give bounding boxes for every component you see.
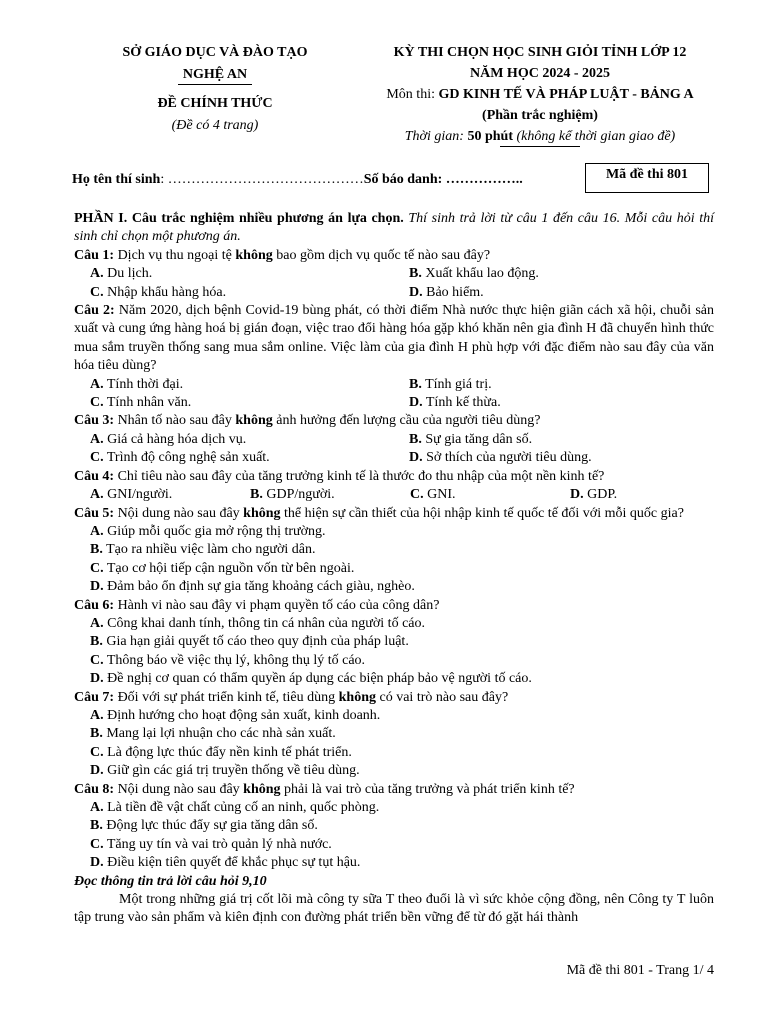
reading-title: Đọc thông tin trả lời câu hỏi 9,10 xyxy=(74,873,267,889)
department-name: SỞ GIÁO DỤC VÀ ĐÀO TẠO xyxy=(122,45,308,60)
option-letter: B. xyxy=(409,376,422,392)
question-text: phải là vai trò của tăng trưởng và phát triển kinh tế? xyxy=(280,781,575,797)
id-label: Số báo danh: xyxy=(363,172,446,187)
option-text: Giá cả hàng hóa dịch vụ. xyxy=(103,431,247,447)
option-letter: B. xyxy=(90,542,103,558)
option-text: Tính giá trị. xyxy=(421,376,492,392)
option-text: Tạo ra nhiều việc làm cho người dân. xyxy=(102,542,316,558)
part-note: (Phần trắc nghiệm) xyxy=(482,108,598,123)
options-row xyxy=(74,265,714,283)
time-note: (không kể thời gian giao đề) xyxy=(513,129,676,144)
options-row xyxy=(74,449,714,467)
question-3 xyxy=(74,412,714,430)
option-letter: A. xyxy=(90,266,104,282)
subject-line xyxy=(360,84,720,105)
option-d xyxy=(394,394,714,412)
option-letter: B. xyxy=(90,634,103,650)
option-letter: B. xyxy=(90,726,103,742)
part1-instruction: Thí sinh trả lời từ câu 1 đến câu 16. Mỗi câu hỏi thí sinh chỉ chọn một phương án. xyxy=(74,211,714,245)
options-row xyxy=(74,284,714,302)
exam-title: KỲ THI CHỌN HỌC SINH GIỎI TỈNH LỚP 12 xyxy=(393,45,687,60)
question-5 xyxy=(74,505,714,523)
province-name: NGHỆ AN xyxy=(182,67,248,82)
option-letter: A. xyxy=(90,707,104,723)
subject-name: GD KINH TẾ VÀ PHÁP LUẬT - BẢNG A xyxy=(438,87,694,102)
option-b xyxy=(74,725,714,743)
page-footer: Mã đề thi 801 - Trang 1/ 4 xyxy=(566,963,714,978)
option-text: Định hướng cho hoạt động sản xuất, kinh doanh. xyxy=(103,707,381,723)
option-letter: B. xyxy=(90,818,103,834)
options-row xyxy=(74,376,714,394)
options-row xyxy=(74,486,714,504)
school-year: NĂM HỌC 2024 - 2025 xyxy=(470,66,610,81)
question-2 xyxy=(74,302,714,376)
option-a xyxy=(74,523,714,541)
question-keyword: không xyxy=(235,413,273,429)
option-letter: C. xyxy=(90,560,104,576)
option-text: Là tiền đề vật chất củng cố an ninh, quốc phòng. xyxy=(103,800,380,815)
option-text: GNI/người. xyxy=(103,487,173,503)
question-keyword: không xyxy=(338,689,376,705)
question-4 xyxy=(74,468,714,486)
option-a xyxy=(74,376,394,394)
option-b xyxy=(74,633,714,651)
option-text: Sự gia tăng dân số. xyxy=(421,431,533,447)
question-label: Câu 1: xyxy=(74,247,115,263)
question-label: Câu 2: xyxy=(74,303,115,319)
option-letter: D. xyxy=(90,763,104,779)
reading-passage: Một trong những giá trị cốt lõi mà công ty sữa T theo đuổi là vì sức khỏe cộng đồng, nên Công ty T luôn tập trung vào sản phẩm và kiên định con đường phát triển bền vững để từ đó gặt hái thành xyxy=(74,892,714,926)
option-text: Gia hạn giải quyết tố cáo theo quy định của pháp luật. xyxy=(102,634,409,650)
subject-label: Môn thi: xyxy=(386,87,439,102)
option-b xyxy=(394,376,714,394)
option-a xyxy=(74,431,394,449)
option-text: Tạo cơ hội tiếp cận nguồn vốn từ bên ngoài. xyxy=(103,560,355,576)
option-text: Là động lực thúc đẩy nền kinh tế phát triển. xyxy=(103,744,352,760)
part1-title: PHẦN I. Câu trắc nghiệm nhiều phương án lựa chọn. xyxy=(74,211,404,226)
option-text: Giữ gìn các giá trị truyền thống về tiêu dùng. xyxy=(103,763,360,779)
option-c xyxy=(74,744,714,762)
option-a xyxy=(74,799,714,817)
option-text: GDP/người. xyxy=(262,487,335,503)
name-dots: : …………………………………… xyxy=(160,172,364,187)
option-c xyxy=(74,560,714,578)
question-label: Câu 8: xyxy=(74,781,115,797)
time-label: Thời gian: xyxy=(404,129,468,144)
option-text: Tính kế thừa. xyxy=(422,395,501,411)
option-letter: C. xyxy=(90,652,104,668)
question-text: Dịch vụ thu ngoại tệ xyxy=(114,247,236,263)
question-text: bao gồm dịch vụ quốc tế nào sau đây? xyxy=(272,247,491,263)
options-row xyxy=(74,394,714,412)
option-letter: D. xyxy=(409,450,423,466)
option-b xyxy=(394,265,714,283)
option-text: Sở thích của người tiêu dùng. xyxy=(422,450,592,466)
question-text: Năm 2020, dịch bệnh Covid-19 bùng phát, có thời điểm Nhà nước thực hiện giãn cách xã hội, chuỗi sản xuất và cung ứng hàng hoá bị gián đoạn, việc trao đổi hàng hóa gặp khó khăn nên gia đình H đã chuyển hình thức mua sắm truyền thống sang mua sắm online. Việc làm của gia đình H phù hợp với đặc điểm nào sau đây của văn hóa tiêu dùng? xyxy=(74,303,715,374)
pages-note: (Đề có 4 trang) xyxy=(171,118,259,133)
option-d xyxy=(74,670,714,688)
option-text: Du lịch. xyxy=(103,266,153,282)
option-letter: D. xyxy=(409,395,423,411)
option-b xyxy=(394,431,714,449)
option-c xyxy=(74,652,714,670)
option-text: Thông báo về việc thụ lý, không thụ lý tố cáo. xyxy=(103,652,366,668)
question-8 xyxy=(74,781,714,799)
option-text: Giúp mỗi quốc gia mở rộng thị trường. xyxy=(103,523,326,539)
option-c xyxy=(74,394,394,412)
option-a xyxy=(74,486,234,504)
option-a xyxy=(74,265,394,283)
question-text: thể hiện sự cần thiết của hội nhập kinh tế quốc tế đối với mỗi quốc gia? xyxy=(280,505,684,521)
option-letter: C. xyxy=(90,284,104,300)
option-text: Trình độ công nghệ sản xuất. xyxy=(103,450,270,466)
option-b xyxy=(74,817,714,835)
question-label: Câu 7: xyxy=(74,689,115,705)
question-label: Câu 4: xyxy=(74,468,115,484)
option-text: GDP. xyxy=(583,487,618,503)
option-text: Đề nghị cơ quan có thẩm quyền áp dụng các biện pháp bảo vệ người tố cáo. xyxy=(103,671,532,687)
option-letter: A. xyxy=(90,523,104,539)
option-letter: B. xyxy=(250,487,263,503)
option-letter: C. xyxy=(90,395,104,411)
option-letter: A. xyxy=(90,800,104,815)
option-letter: D. xyxy=(90,855,104,871)
question-text: Nhân tố nào sau đây xyxy=(114,413,236,429)
option-d xyxy=(394,284,714,302)
option-d xyxy=(74,578,714,596)
option-letter: D. xyxy=(570,487,584,503)
option-letter: A. xyxy=(90,615,104,631)
exam-body xyxy=(74,210,714,928)
option-b xyxy=(74,541,714,559)
option-a xyxy=(74,707,714,725)
question-keyword: không xyxy=(235,247,273,263)
option-text: Tính thời đại. xyxy=(103,376,184,392)
header-right xyxy=(360,42,720,147)
option-text: GNI. xyxy=(423,487,456,503)
option-letter: C. xyxy=(410,487,424,503)
option-text: Tính nhân văn. xyxy=(103,395,192,411)
exam-code: Mã đề thi 801 xyxy=(605,167,689,182)
question-keyword: không xyxy=(243,781,281,797)
option-letter: C. xyxy=(90,836,104,852)
header-left xyxy=(76,42,354,137)
option-c xyxy=(74,836,714,854)
option-d xyxy=(74,762,714,780)
question-text: Nội dung nào sau đây xyxy=(114,505,244,521)
option-text: Bảo hiểm. xyxy=(422,284,484,300)
option-text: Công khai danh tính, thông tin cá nhân của người tố cáo. xyxy=(103,615,425,631)
option-d xyxy=(394,449,714,467)
question-1 xyxy=(74,247,714,265)
options-row xyxy=(74,431,714,449)
question-label: Câu 6: xyxy=(74,597,115,613)
option-letter: B. xyxy=(409,266,422,282)
option-b xyxy=(234,486,394,504)
option-letter: C. xyxy=(90,744,104,760)
option-letter: A. xyxy=(90,376,104,392)
question-7 xyxy=(74,689,714,707)
option-text: Mang lại lợi nhuận cho các nhà sản xuất. xyxy=(102,726,336,742)
option-text: Xuất khẩu lao động. xyxy=(421,266,539,282)
part1-heading xyxy=(74,210,714,247)
option-d xyxy=(554,486,714,504)
question-text: Nội dung nào sau đây xyxy=(114,781,244,797)
option-c xyxy=(74,284,394,302)
option-letter: D. xyxy=(90,579,104,595)
id-dots: …………….. xyxy=(445,172,523,187)
question-label: Câu 3: xyxy=(74,413,115,429)
question-label: Câu 5: xyxy=(74,505,115,521)
question-text: Hành vi nào sau đây vi phạm quyền tố cáo của công dân? xyxy=(114,597,440,613)
time-line xyxy=(360,126,720,147)
name-label: Họ tên thí sinh xyxy=(72,172,161,187)
question-text: có vai trò nào sau đây? xyxy=(376,689,509,705)
option-text: Động lực thúc đẩy sự gia tăng dân số. xyxy=(102,818,318,834)
exam-code-box xyxy=(585,163,709,193)
option-c xyxy=(394,486,554,504)
option-text: Nhập khẩu hàng hóa. xyxy=(103,284,227,300)
option-letter: C. xyxy=(90,450,104,466)
option-text: Đảm bảo ổn định sự gia tăng khoảng cách giàu, nghèo. xyxy=(103,579,415,595)
official-label: ĐỀ CHÍNH THỨC xyxy=(157,96,273,111)
question-text: Chỉ tiêu nào sau đây của tăng trưởng kinh tế là thước đo thu nhập của một nền kinh tế? xyxy=(114,468,605,484)
question-keyword: không xyxy=(243,505,281,521)
option-letter: D. xyxy=(409,284,423,300)
option-c xyxy=(74,449,394,467)
option-text: Tăng uy tín và vai trò quản lý nhà nước. xyxy=(103,836,332,852)
option-letter: A. xyxy=(90,487,104,503)
option-a xyxy=(74,615,714,633)
candidate-info xyxy=(72,172,523,188)
option-d xyxy=(74,854,714,872)
time-value: 50 phút xyxy=(467,129,513,144)
question-text: Đối với sự phát triển kinh tế, tiêu dùng xyxy=(114,689,339,705)
option-letter: A. xyxy=(90,431,104,447)
question-text: ảnh hưởng đến lượng cầu của người tiêu dùng? xyxy=(272,413,541,429)
option-text: Điều kiện tiên quyết để khắc phục sự tụt hậu. xyxy=(103,855,361,871)
option-letter: D. xyxy=(90,671,104,687)
question-6 xyxy=(74,597,714,615)
option-letter: B. xyxy=(409,431,422,447)
